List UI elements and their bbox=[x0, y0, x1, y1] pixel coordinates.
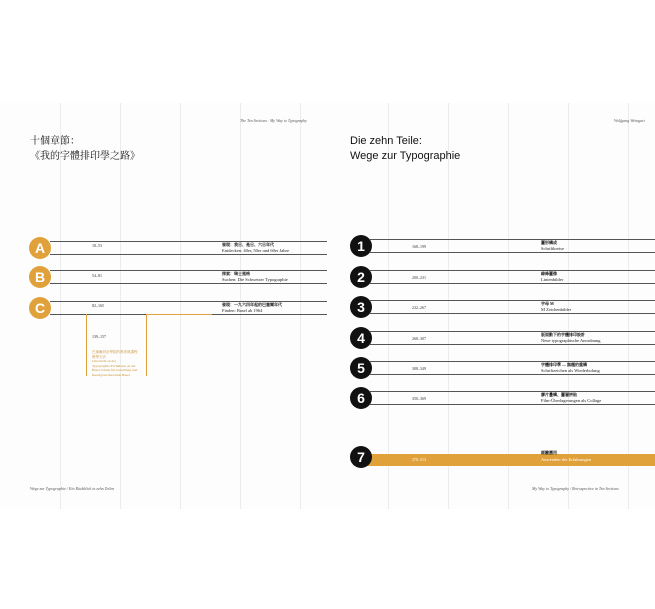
rule bbox=[370, 391, 655, 392]
caption-de: M Zeichenbilder bbox=[541, 307, 572, 312]
rule bbox=[370, 404, 655, 405]
rule bbox=[50, 283, 327, 284]
page-range: 268–307 bbox=[412, 336, 426, 341]
caption-cjk: 探索：瑞士風格 bbox=[222, 271, 250, 276]
page-range: 370–513 bbox=[412, 457, 426, 462]
rule bbox=[370, 361, 655, 362]
running-footer-left: Wege zur Typographie / Ein Rückblick in zehn Teilen bbox=[30, 486, 115, 491]
section-badge: A bbox=[29, 237, 51, 259]
caption-de: Finden: Basel ab 1964 bbox=[222, 308, 263, 313]
caption-cjk: 經驗應用 bbox=[541, 450, 557, 455]
caption-cjk: 圖形構成 bbox=[541, 240, 557, 245]
section-badge: 3 bbox=[350, 296, 372, 318]
page-title-cjk bbox=[30, 134, 140, 164]
caption-cjk: 發現：我⽇、是⽇、六⽇年代 bbox=[222, 242, 274, 247]
page-range: 168–199 bbox=[412, 244, 426, 249]
rule bbox=[370, 374, 655, 375]
page-range: 82–165 bbox=[92, 303, 104, 308]
caption-de: Suchen: Die Schweizer Typographie bbox=[222, 277, 288, 282]
note-line: Kunstgewerbeschule Basel bbox=[92, 372, 130, 377]
section-row-c bbox=[0, 297, 327, 319]
page-range: 232–267 bbox=[412, 305, 426, 310]
section-row-b bbox=[0, 266, 327, 288]
section-badge: 1 bbox=[350, 235, 372, 257]
left-page bbox=[0, 103, 327, 509]
caption-de: Entdecken: 40er, 50er und 60er Jahre bbox=[222, 248, 290, 253]
bracket-line bbox=[86, 314, 87, 376]
subsection-pages: 139–157 bbox=[92, 334, 106, 339]
running-header-left: The Ten Sections · My Way to Typography bbox=[240, 118, 307, 123]
section-row-a bbox=[0, 237, 327, 259]
caption-de: Film-Überlagerungen als Collage bbox=[541, 398, 602, 403]
rule bbox=[370, 239, 655, 240]
note-line: Unterricht an der bbox=[92, 359, 116, 363]
page-range: 18–53 bbox=[92, 243, 102, 248]
rule bbox=[50, 270, 327, 271]
rule bbox=[50, 301, 327, 302]
caption-cjk: 字母 M bbox=[541, 301, 554, 306]
rule bbox=[370, 313, 655, 314]
caption-de: Neue typographische Anordnung bbox=[541, 338, 601, 343]
note-line: Typographie-Fachklasse an der bbox=[92, 363, 136, 368]
section-row-4 bbox=[328, 327, 655, 349]
note-line: Basel Schule für Gestaltung und bbox=[92, 368, 138, 372]
section-row-5 bbox=[328, 357, 655, 379]
section-badge: 6 bbox=[350, 387, 372, 409]
caption-cjk: 線條圖像 bbox=[541, 271, 557, 276]
rule bbox=[50, 241, 327, 242]
rule bbox=[370, 270, 655, 271]
bracket-line bbox=[146, 314, 212, 315]
page-range: 350–369 bbox=[412, 396, 426, 401]
section-row-7 bbox=[328, 446, 655, 468]
section-row-6 bbox=[328, 387, 655, 409]
rule bbox=[370, 252, 655, 253]
section-badge: C bbox=[29, 297, 51, 319]
page-range: 54–81 bbox=[92, 273, 102, 278]
title-line: Wege zur Typographie bbox=[350, 150, 461, 162]
section-row-2 bbox=[328, 266, 655, 288]
caption-de: Linienbilder bbox=[541, 277, 564, 282]
title-line: 《我的字體排印學之路》 bbox=[30, 151, 140, 162]
caption-cjk: 版面動下的字體排印設計 bbox=[541, 332, 585, 337]
note-line: 巴塞爾設計學院的教育與課程 bbox=[92, 350, 138, 354]
title-line: 十個章節： bbox=[30, 136, 80, 147]
rule bbox=[370, 283, 655, 284]
caption-de: Anwenden der Erfahrungen bbox=[541, 457, 591, 462]
section-badge: 4 bbox=[350, 327, 372, 349]
rule bbox=[370, 300, 655, 301]
section-badge: 5 bbox=[350, 357, 372, 379]
page-range: 308–349 bbox=[412, 366, 426, 371]
caption-de: Schriftzeichen als Wiederholung bbox=[541, 368, 600, 373]
book-spread bbox=[0, 103, 655, 509]
section-badge: 7 bbox=[350, 446, 372, 468]
running-footer-right: My Way to Typography / Retrospective in Ten Sections bbox=[532, 486, 619, 491]
note-line: 教學方法 bbox=[92, 354, 106, 359]
rule bbox=[370, 331, 655, 332]
page-range: 200–231 bbox=[412, 275, 426, 280]
rule bbox=[50, 254, 327, 255]
section-badge: B bbox=[29, 266, 51, 288]
subsection-note bbox=[92, 350, 152, 377]
rule bbox=[370, 344, 655, 345]
title-line: Die zehn Teile: bbox=[350, 135, 422, 147]
caption-cjk: 字體排印學 — 無題的重構 bbox=[541, 362, 587, 367]
caption-de: Schriftkreise bbox=[541, 246, 564, 251]
caption-cjk: 發現：一九六四年起的巴塞爾年代 bbox=[222, 302, 282, 307]
right-page bbox=[328, 103, 655, 509]
section-row-3 bbox=[328, 296, 655, 318]
section-badge: 2 bbox=[350, 266, 372, 288]
caption-cjk: 膠片疊構、圖層拼貼 bbox=[541, 392, 577, 397]
running-header-right: Wolfgang Weingart bbox=[614, 118, 645, 123]
section-row-1 bbox=[328, 235, 655, 257]
page-title-de bbox=[350, 134, 460, 164]
